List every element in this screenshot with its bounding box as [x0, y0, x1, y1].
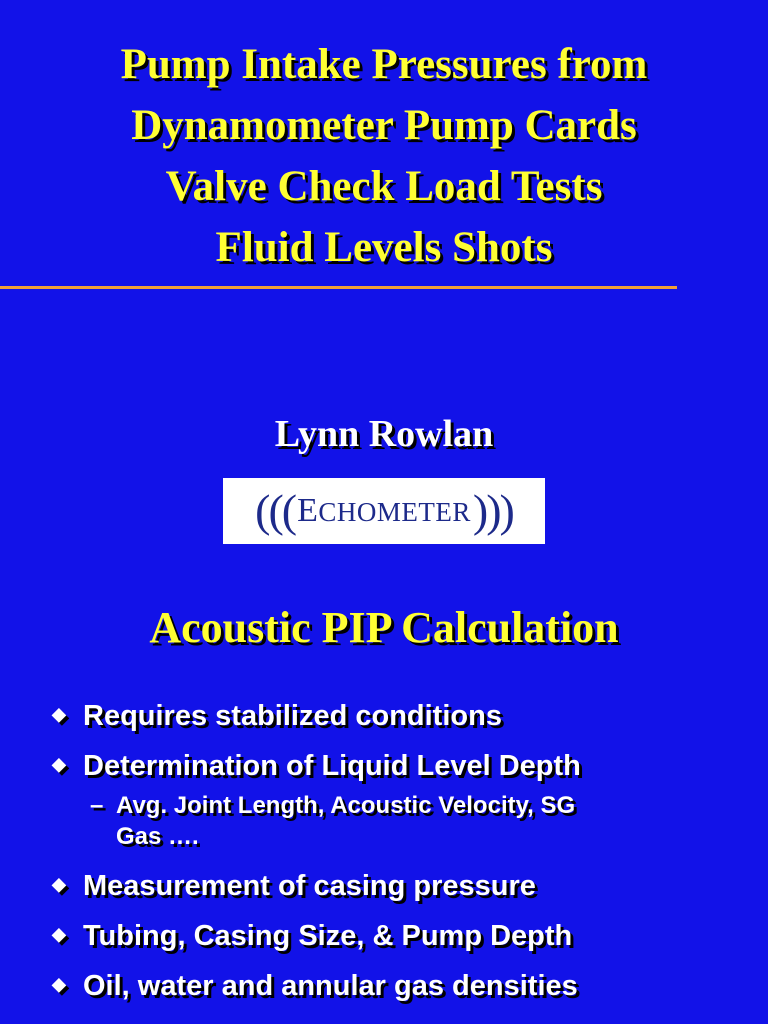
dash-bullet-icon: – — [90, 792, 104, 819]
bullet-item — [50, 866, 750, 906]
logo-wordmark — [255, 486, 513, 536]
logo-rest-letters: CHOMETER — [318, 497, 471, 527]
title-line-3: Valve Check Load Tests — [165, 163, 603, 210]
diamond-bullet-icon: ◆ — [52, 874, 66, 894]
title-line-2: Dynamometer Pump Cards — [131, 102, 637, 149]
bullet-text: Measurement of casing pressure — [83, 870, 536, 902]
echometer-logo — [223, 478, 545, 544]
bullet-text: Tubing, Casing Size, & Pump Depth — [83, 920, 573, 952]
bullet-item — [50, 696, 750, 736]
title-line-4: Fluid Levels Shots — [215, 224, 553, 271]
diamond-bullet-icon: ◆ — [52, 704, 66, 724]
diamond-bullet-icon: ◆ — [52, 974, 66, 994]
logo-first-letter: E — [297, 492, 319, 529]
bullet-item — [50, 966, 750, 1006]
diamond-bullet-icon: ◆ — [52, 924, 66, 944]
sub-bullet-item — [50, 790, 750, 852]
logo-open-arcs: ((( — [255, 485, 296, 536]
sub-bullet-line-1: Avg. Joint Length, Acoustic Velocity, SG — [116, 792, 576, 819]
logo-close-arcs: ))) — [472, 485, 513, 536]
bullet-text: Oil, water and annular gas densities — [83, 970, 578, 1002]
bullet-item — [50, 746, 750, 786]
bullet-text: Requires stabilized conditions — [83, 700, 502, 732]
logo-word — [295, 492, 473, 530]
sub-bullet-line-2: Gas …. — [116, 823, 199, 850]
diamond-bullet-icon: ◆ — [52, 754, 66, 774]
bullet-item — [50, 916, 750, 956]
bullet-list — [50, 696, 750, 1016]
slide-title — [0, 34, 768, 278]
author-name: Lynn Rowlan — [274, 413, 494, 455]
title-divider — [0, 286, 677, 289]
bullet-text: Determination of Liquid Level Depth — [83, 750, 581, 782]
section-heading: Acoustic PIP Calculation — [149, 603, 619, 652]
title-line-1: Pump Intake Pressures from — [120, 41, 648, 88]
